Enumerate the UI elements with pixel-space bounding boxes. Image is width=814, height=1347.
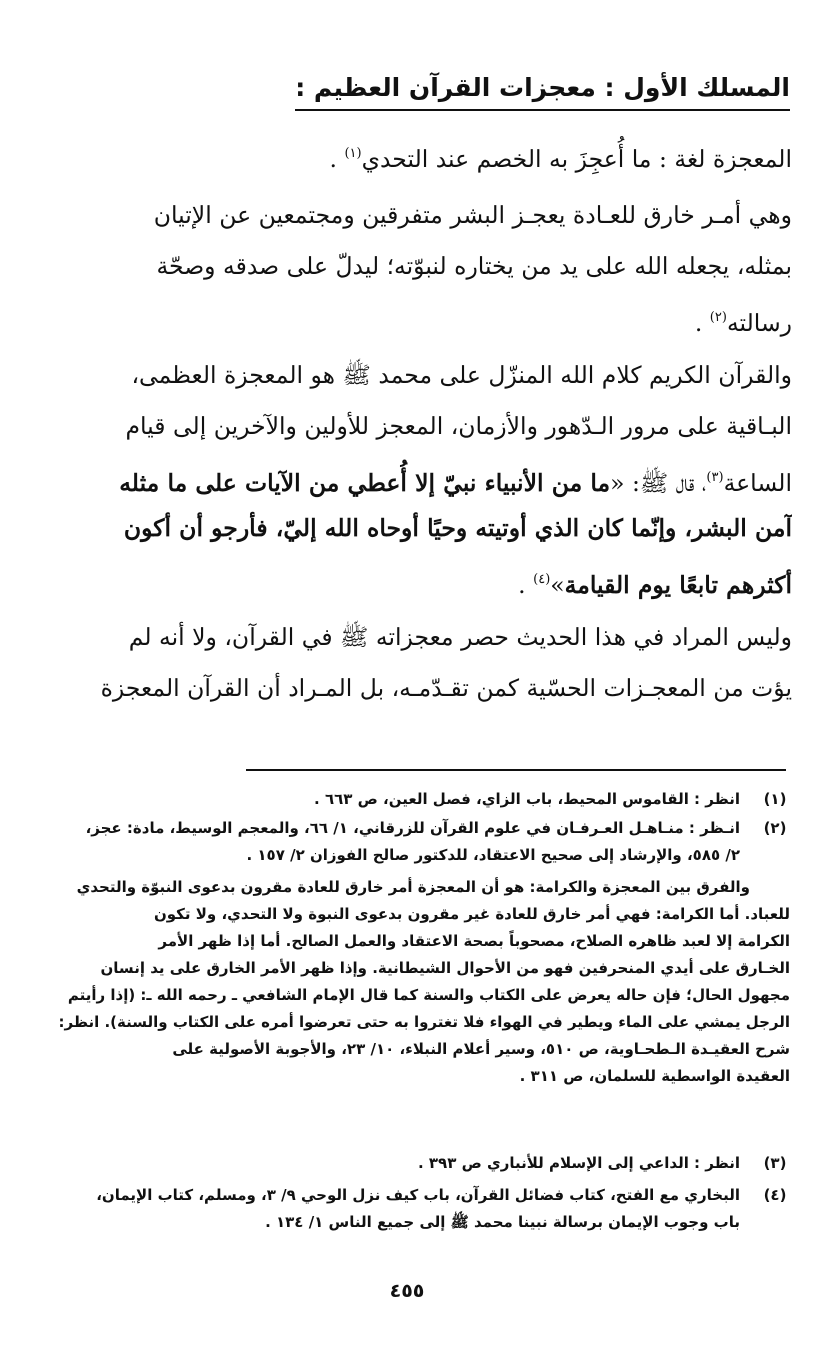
footnote-line: للعباد. أما الكرامة: فهي أمر خارق للعادة غير مقرون بدعوى النبوة ولا التحدي، ولا تكون [153, 905, 790, 923]
footnote-2 [34, 815, 790, 869]
footnote-ref[interactable]: (٤) [533, 572, 551, 587]
footnote-body [34, 1150, 740, 1177]
text-line: أكثرهم تابعًا يوم القيامة»$^{(٤)}$ . [518, 571, 792, 599]
footnote-ref[interactable]: (٣) [706, 470, 724, 485]
explanation-paragraph [44, 612, 792, 714]
text-line: والقرآن الكريم كلام الله المنزّل على محمد ﷺ هو المعجزة العظمى، [131, 361, 792, 389]
footnote-separator [246, 769, 786, 771]
hadith-text: ما من الأنبياء نبيّ إلا أُعطي من الآيات على ما مثله [119, 469, 611, 497]
footnote-body [34, 786, 740, 813]
miracle-definition-paragraph [44, 190, 792, 343]
footnote-ref[interactable]: (٢) [709, 310, 727, 325]
quran-paragraph [44, 350, 792, 605]
footnote-4 [34, 1182, 790, 1236]
footnote-line: مجهول الحال؛ فإن حاله يعرض على الكتاب والسنة كما قال الإمام الشافعي ـ رحمه الله ـ: (إذا رأيتم [67, 986, 790, 1004]
footnote-body [34, 874, 790, 1090]
footnote-line: البخاري مع الفتح، كتاب فضائل القرآن، باب كيف نزل الوحي ٩/ ٣، ومسلم، كتاب الإيمان، [96, 1186, 740, 1204]
hadith-text: آمن البشر، وإنّما كان الذي أوتيته وحيًا أوحاه الله إليّ، فأرجو أن أكون [123, 514, 792, 542]
footnote-line: انظر : الداعي إلى الإسلام للأنباري ص ٣٩٣ . [417, 1154, 740, 1172]
footnote-ref[interactable]: (١) [344, 146, 362, 161]
text-line: المعجزة لغة : ما أُعجِزَ به الخصم عند التحدي$^{(١)}$ . [329, 145, 792, 173]
text-line: البـاقية على مرور الـدّهور والأزمان، المعجز للأولين والآخرين إلى قيام [125, 412, 792, 440]
footnote-line: الرجل يمشي على الماء ويطير في الهواء فلا تغتروا به حتى تعرضوا أمره على الكتاب والسنة). انظر: [58, 1013, 790, 1031]
hadith-text: أكثرهم تابعًا يوم القيامة [564, 571, 792, 599]
footnote-line: انظر : القاموس المحيط، باب الزاي، فصل العين، ص ٦٦٣ . [314, 790, 740, 808]
footnote-line: العقيدة الواسطية للسلمان، ص ٣١١ . [519, 1067, 790, 1085]
page-number: ٤٥٥ [389, 1280, 425, 1302]
footnote-number: (١) [763, 790, 787, 808]
section-heading: المسلك الأول : معجزات القرآن العظيم : [295, 68, 790, 111]
text-line: وليس المراد في هذا الحديث حصر معجزاته ﷺ في القرآن، ولا أنه لم [128, 623, 792, 651]
text-line: بمثله، يجعله الله على يد من يختاره لنبوّته؛ ليدلّ على صدقه وصحّة [156, 252, 792, 280]
footnote-line: والفرق بين المعجزة والكرامة: هو أن المعجزة أمر خارق للعادة مقرون بدعوى النبوّة والتحدي [76, 878, 750, 896]
footnote-line: شرح العقيـدة الـطحـاوية، ص ٥١٠، وسير أعلام النبلاء، ١٠/ ٢٣، والأجوبة الأصولية على [172, 1040, 790, 1058]
footnote-number: (٢) [763, 819, 787, 837]
footnote-body [34, 815, 740, 869]
text-line: وهي أمـر خارق للعـادة يعجـز البشر متفرقين ومجتمعين عن الإتيان [153, 201, 792, 229]
definition-paragraph [44, 128, 792, 179]
footnote-line: باب وجوب الإيمان برسالة نبينا محمد ﷺ إلى جميع الناس ١/ ١٣٤ . [265, 1213, 740, 1231]
footnote-line: ٢/ ٥٨٥، والإرشاد إلى صحيح الاعتقاد، للدكتور صالح الفوزان ٢/ ١٥٧ . [246, 846, 740, 864]
footnote-body [34, 1182, 740, 1236]
footnote-number: (٤) [763, 1186, 787, 1204]
footnote-number: (٣) [763, 1154, 787, 1172]
footnote-line: انـظر : منـاهـل العـرفـان في علوم القرآن للزرقاني، ١/ ٦٦، والمعجم الوسيط، مادة: عجز، [85, 819, 740, 837]
footnote-1 [34, 786, 790, 813]
footnote-note [34, 874, 790, 1090]
text-line: رسالته$^{(٢)}$ . [694, 309, 792, 337]
footnote-line: الكرامة إلا لعبد ظاهره الصلاح، مصحوباً بصحة الاعتقاد والعمل الصالح. أما إذا ظهر الأمر [158, 932, 790, 950]
footnote-3 [34, 1150, 790, 1177]
text-line: يؤت من المعجـزات الحسّية كمن تقـدّمـه، بل المـراد أن القرآن المعجزة [100, 674, 792, 702]
text-line: الساعة$^{(٣)}$، قال ﷺ: «ما من الأنبياء نبيّ إلا أُعطي من الآيات على ما مثله [119, 469, 792, 497]
footnote-line: الخـارق على أيدي المنحرفين فهو من الأحوال الشيطانية. وإذا ظهر الأمر الخارق على يد إنسان [100, 959, 790, 977]
